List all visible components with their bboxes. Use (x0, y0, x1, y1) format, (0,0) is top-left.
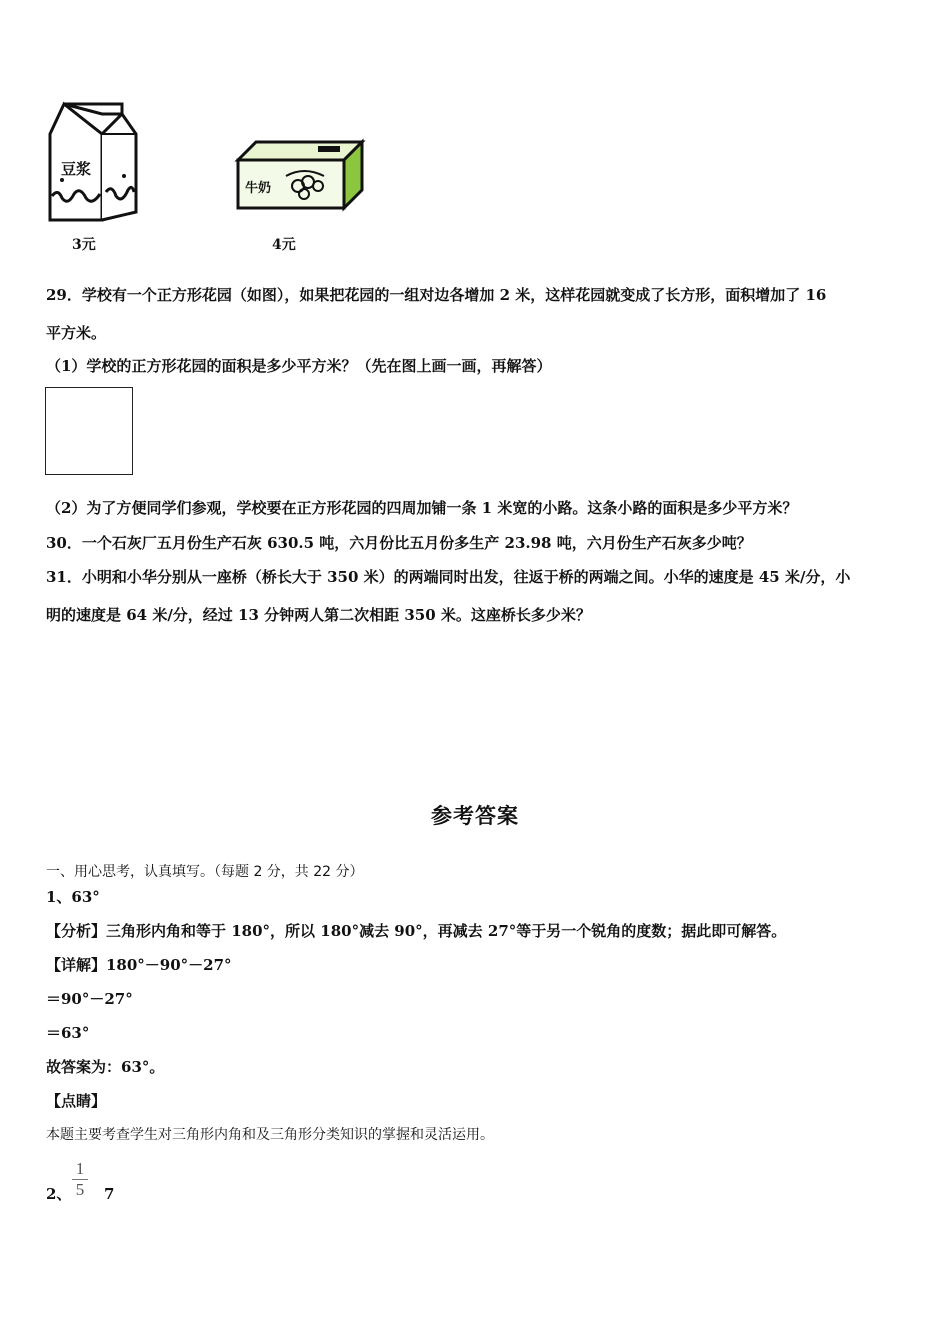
answer-1-analysis: 【分析】三角形内角和等于 180°，所以 180°减去 90°，再减去 27°等于另一个锐角的度数；据此即可解答。 (46, 922, 787, 940)
answer-1-conclusion: 故答案为：63°。 (46, 1058, 165, 1076)
question-29-line1: 29．学校有一个正方形花园（如图），如果把花园的一组对边各增加 2 米，这样花园就变成了长方形，面积增加了 16 (46, 286, 827, 304)
question-29-line2: 平方米。 (46, 324, 107, 342)
question-29-part2: （2）为了方便同学们参观，学校要在正方形花园的四周加铺一条 1 米宽的小路。这条小路的面积是多少平方米？ (46, 499, 798, 517)
carton-price: 3元 (72, 237, 96, 253)
answer-1-step2: ＝90°－27° (46, 990, 133, 1008)
answer-1-step3: ＝63° (46, 1024, 90, 1042)
answer-1-comment: 本题主要考查学生对三角形内角和及三角形分类知识的掌握和灵活运用。 (46, 1127, 494, 1143)
square-garden-figure (45, 387, 133, 475)
answer-2-fraction (72, 1160, 88, 1199)
fraction-denominator: 5 (75, 1180, 85, 1199)
fraction-numerator: 1 (75, 1159, 85, 1178)
milk-box-label: 牛奶 (244, 181, 272, 196)
question-31-line1: 31．小明和小华分别从一座桥（桥长大于 350 米）的两端同时出发，往返于桥的两端之间。小华的速度是 45 米/分，小 (46, 568, 851, 586)
question-31-line2: 明的速度是 64 米/分，经过 13 分钟两人第二次相距 350 米。这座桥长多少米？ (46, 606, 591, 624)
answer-1-detail: 【详解】180°－90°－27° (46, 956, 232, 974)
answer-2-value: 7 (104, 1185, 115, 1203)
answer-1-comment-label: 【点睛】 (46, 1092, 107, 1110)
question-29-part1: （1）学校的正方形花园的面积是多少平方米？（先在图上画一画，再解答） (46, 357, 552, 375)
milk-box-price: 4元 (272, 237, 296, 253)
carton-label: 豆浆 (60, 160, 92, 178)
answer-key-title: 参考答案 (431, 803, 519, 828)
answer-2-prefix: 2、 (46, 1185, 72, 1203)
answer-1: 1、63° (46, 888, 100, 906)
soymilk-carton-image (44, 100, 144, 226)
milk-box-image (234, 138, 366, 214)
question-30: 30．一个石灰厂五月份生产石灰 630.5 吨，六月份比五月份多生产 23.98 吨，六月份生产石灰多少吨？ (46, 534, 752, 552)
answer-section-1-heading: 一、用心思考，认真填写。（每题 2 分，共 22 分） (46, 864, 364, 880)
